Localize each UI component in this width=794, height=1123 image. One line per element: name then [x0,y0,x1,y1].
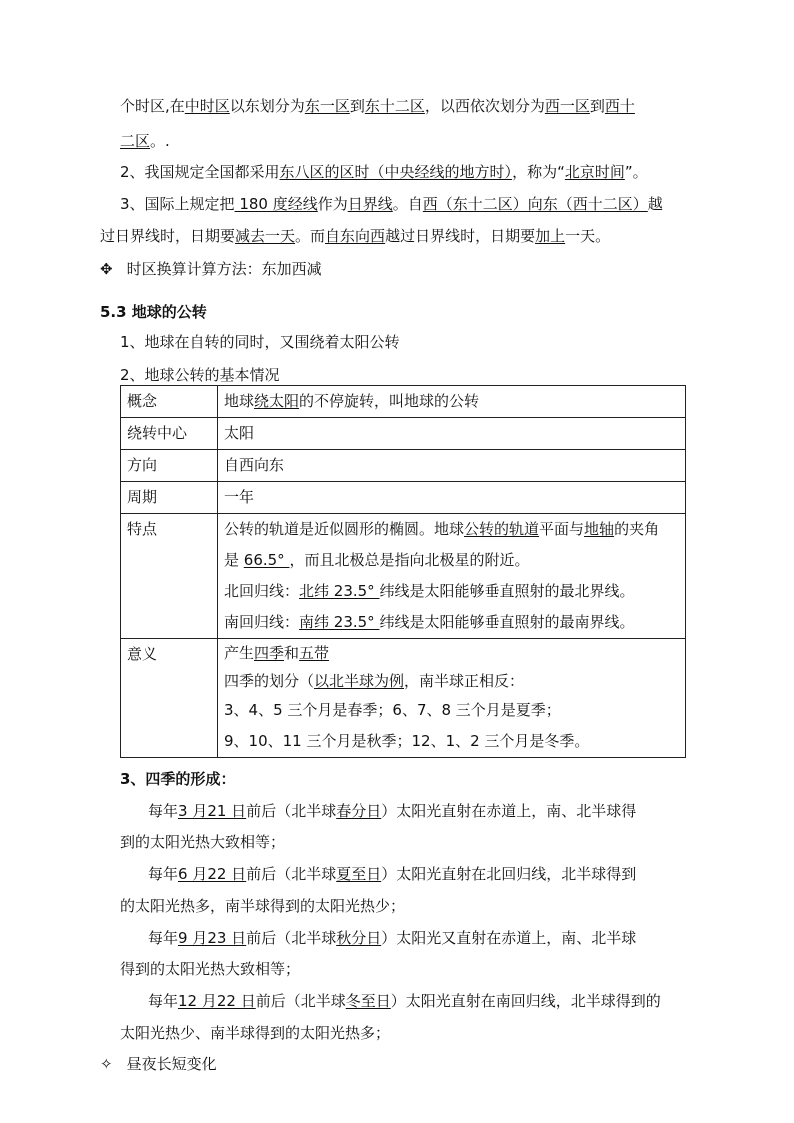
feature-line [224,514,679,545]
text: 纬线是太阳能够垂直照射的最南界线。 [379,613,635,631]
text: ，而且北极总是指向北极星的附近。 [289,551,530,569]
underlined-term: 冬至日 [345,992,391,1010]
underlined-date: 3 月21 日 [178,802,247,820]
text: 四季的划分（ [224,672,315,690]
text: 南回归线： [224,613,300,631]
underlined-date: 9 月23 日 [178,929,247,947]
text: 到 [349,97,365,115]
table-row [121,450,686,482]
paragraph-date-line-2 [100,225,610,247]
text: 过日界线时，日期要 [100,227,236,245]
underlined-term: 夏至日 [336,865,382,883]
feature-line [224,607,679,638]
underlined-term: 二区 [120,132,151,150]
table-row [121,482,686,514]
text: ，南半球正相反： [404,672,525,690]
underlined-term: 东一区 [304,97,350,115]
underlined-date: 6 月22 日 [178,865,247,883]
list-item-1: 1、地球在自转的同时，又围绕着太阳公转 [120,333,400,351]
feature-line [224,545,679,576]
underlined-term: 公转的轨道 [464,520,540,538]
underlined-term: 北京时间 [564,163,625,181]
underlined-term: 四季 [254,644,285,662]
bullet-day-night-length [100,1053,217,1075]
text: 越过日界线时，日期要 [385,227,536,245]
meaning-line: 3、4、5 三个月是春季；6、7、8 三个月是夏季； [224,701,561,719]
text: 以东划分为 [229,97,305,115]
subheading-seasons: 3、四季的形成： [120,770,236,788]
text: ）太阳光直射在北回归线，北半球得到 [381,865,637,883]
table-row [121,514,686,639]
text: 。自 [392,195,423,213]
table-row [121,418,686,450]
underlined-term: 地轴 [584,520,615,538]
row-label: 绕转中心 [121,418,218,450]
row-value: 一年 [218,482,686,514]
text: 每年 [148,865,179,883]
table-row [121,386,686,418]
text: 每年 [148,802,179,820]
paragraph-time-zones-line2 [120,130,170,152]
paragraph-beijing-time [120,161,648,183]
underlined-term: 日界线 [347,195,393,213]
meaning-line [224,639,679,667]
row-label: 特点 [121,514,218,639]
text: 一天。 [565,227,611,245]
text: 每年 [148,992,179,1010]
text: 前后（北半球 [255,992,346,1010]
bullet-text: 时区换算计算方法：东加西减 [126,260,322,278]
text: 地球 [224,392,255,410]
table-row [121,639,686,758]
revolution-table [120,385,686,758]
row-value [218,386,686,418]
text: ，以西依次划分为 [424,97,545,115]
underlined-term: 加上 [535,227,566,245]
underlined-term: 中时区 [184,97,230,115]
text: 每年 [148,929,179,947]
text: 的夹角 [614,520,660,538]
feature-line [224,576,679,607]
underlined-term: 66.5° [243,551,290,569]
underlined-term: 东十二区 [364,97,425,115]
text: 3、国际上规定把 [120,195,235,213]
paragraph-date-line-1 [120,193,663,215]
underlined-term: 五带 [299,644,330,662]
season-summer-line1 [148,863,636,885]
text: 产生 [224,644,255,662]
text: 前后（北半球 [246,929,337,947]
text: 作为 [317,195,348,213]
text: 的不停旋转，叫地球的公转 [299,392,480,410]
text: ）太阳光又直射在赤道上，南、北半球 [381,929,637,947]
underlined-term: 西十 [604,97,635,115]
underlined-term: 春分日 [336,802,382,820]
season-spring-line2: 到的太阳光热大致相等； [120,833,286,851]
row-value [218,514,686,639]
underlined-term: 西（东十二区）向东（西十二区） [422,195,648,213]
text: 个时区,在 [120,97,185,115]
text: 。. [150,132,170,150]
meaning-line: 9、10、11 三个月是秋季；12、1、2 三个月是冬季。 [224,732,590,750]
text: ）太阳光直射在赤道上，南、北半球得 [381,802,637,820]
row-label: 意义 [121,639,218,758]
text: 纬线是太阳能够垂直照射的最北界线。 [379,582,635,600]
underlined-term: 东八区的区时（中央经线的地方时） [279,163,513,181]
section-heading: 5.3 地球的公转 [100,303,207,321]
season-winter-line1 [148,990,661,1012]
underlined-term: 秋分日 [336,929,382,947]
underlined-term: 南纬 23.5° [299,613,380,631]
row-value: 自西向东 [218,450,686,482]
row-label: 方向 [121,450,218,482]
underlined-term: 180 度经线 [234,195,318,213]
text: 前后（北半球 [246,865,337,883]
bullet-time-zone-conversion [100,258,322,280]
text: 公转的轨道是近似圆形的椭圆。地球 [224,520,465,538]
row-label: 周期 [121,482,218,514]
underlined-term: 以北半球为例 [314,672,405,690]
underlined-date: 12 月22 日 [178,992,256,1010]
text: ，称为“ [512,163,565,181]
text: ”。 [624,163,648,181]
text: 是 [224,551,244,569]
underlined-term: 北纬 23.5° [299,582,380,600]
text: 平面与 [539,520,585,538]
text: 越 [647,195,663,213]
text: 和 [284,644,300,662]
season-autumn-line1 [148,927,636,949]
text: 2、我国规定全国都采用 [120,163,280,181]
paragraph-time-zones-line1 [120,95,635,117]
row-value [218,639,686,758]
bullet-icon: ✧ [100,1055,113,1073]
row-value: 太阳 [218,418,686,450]
season-spring-line1 [148,800,636,822]
text: ）太阳光直射在南回归线，北半球得到的 [390,992,661,1010]
text: 前后（北半球 [246,802,337,820]
underlined-term: 绕太阳 [254,392,300,410]
season-autumn-line2: 得到的太阳光热大致相等； [120,960,301,978]
text: 北回归线： [224,582,300,600]
meaning-line [224,667,679,695]
season-winter-line2: 太阳光热少、南半球得到的太阳光热多； [120,1024,391,1042]
text: 。而 [295,227,326,245]
row-label: 概念 [121,386,218,418]
underlined-term: 减去一天 [235,227,296,245]
bullet-text: 昼夜长短变化 [126,1055,217,1073]
underlined-term: 自东向西 [325,227,386,245]
list-item-2: 2、地球公转的基本情况 [120,366,280,384]
bullet-icon: ✥ [100,260,113,278]
season-summer-line2: 的太阳光热多，南半球得到的太阳光热少； [120,897,406,915]
text: 到 [589,97,605,115]
underlined-term: 西一区 [544,97,590,115]
